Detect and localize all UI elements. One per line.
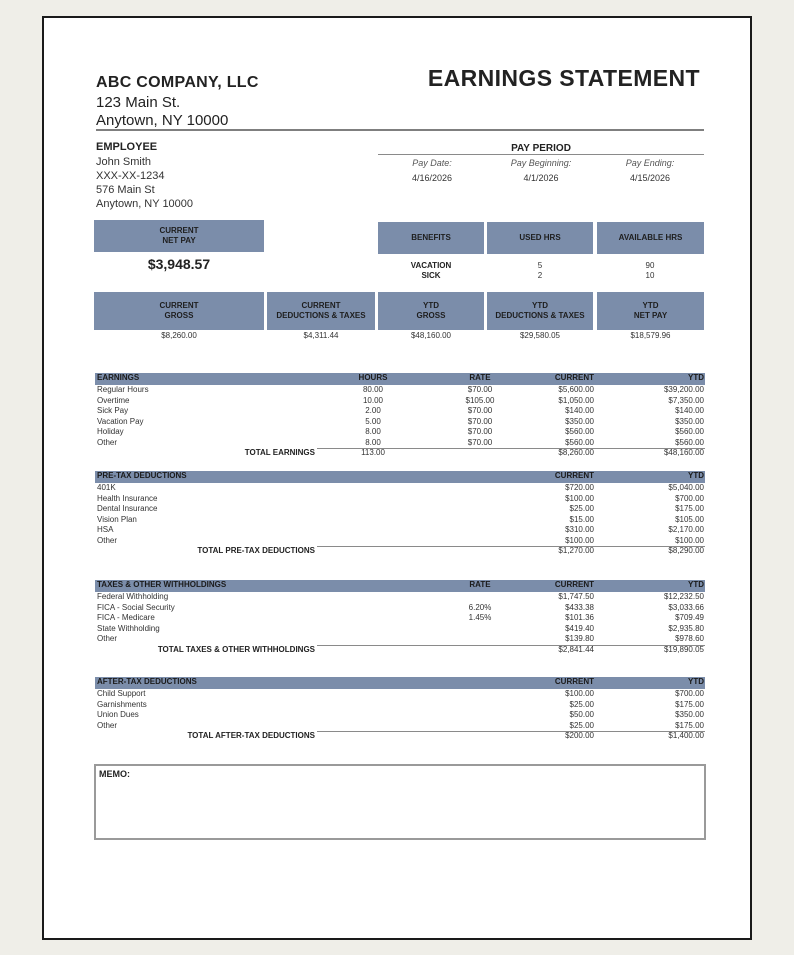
earning-name: Overtime [97, 395, 130, 405]
used-hours-header: USED HRS [487, 222, 593, 254]
earnings-col-rate: RATE [469, 373, 491, 382]
earning-hours: 8.00 [365, 427, 381, 436]
total-divider [317, 645, 705, 646]
table-row [95, 592, 705, 603]
company-name: ABC COMPANY, LLC [96, 74, 259, 91]
table-row [95, 525, 705, 536]
deduction-ytd: $2,170.00 [668, 525, 704, 534]
deduction-current: $100.00 [565, 493, 594, 503]
earning-rate: $70.00 [467, 406, 493, 415]
employee-address-line1: 576 Main St [96, 184, 155, 196]
ytd-deductions-label-2: DEDUCTIONS & TAXES [495, 311, 585, 320]
available-hours-header: AVAILABLE HRS [597, 222, 704, 254]
deduction-ytd: $700.00 [675, 493, 704, 503]
deduction-name: Other [97, 720, 118, 730]
deduction-current: $25.00 [569, 504, 594, 513]
ytd-net-label-1: YTD [642, 301, 659, 310]
deduction-ytd: $5,040.00 [668, 483, 704, 492]
deduction-current: $50.00 [569, 710, 594, 719]
deduction-name: Dental Insurance [97, 504, 158, 513]
vacation-available-hours: 90 [645, 261, 655, 270]
pay-beginning-value: 4/1/2026 [523, 173, 559, 183]
tax-current: $419.40 [565, 623, 594, 633]
ytd-deductions-value: $29,580.05 [519, 331, 561, 340]
current-gross-label-2: GROSS [164, 311, 194, 320]
current-gross-value: $8,260.00 [161, 331, 197, 340]
tax-ytd: $709.49 [675, 613, 704, 622]
deduction-current: $720.00 [565, 483, 594, 492]
pay-ending-label: Pay Ending: [625, 158, 675, 168]
earnings-total-label: TOTAL EARNINGS [244, 448, 315, 457]
earning-rate: $105.00 [465, 395, 495, 405]
table-row [95, 603, 705, 614]
deduction-name: Vision Plan [97, 514, 137, 524]
ytd-net-pay-value: $18,579.96 [630, 331, 671, 340]
table-row [95, 689, 705, 700]
company-address-line2: Anytown, NY 10000 [96, 112, 229, 129]
sick-available-hours: 10 [645, 271, 655, 280]
taxes-col-current: CURRENT [554, 580, 594, 589]
table-row [95, 438, 705, 449]
table-row [95, 427, 705, 438]
deduction-ytd: $175.00 [675, 699, 704, 709]
earning-ytd: $39,200.00 [663, 385, 704, 394]
deduction-current: $100.00 [565, 689, 594, 698]
tax-current: $433.38 [565, 602, 594, 612]
earning-current: $560.00 [565, 427, 594, 436]
current-deductions-label-2: DEDUCTIONS & TAXES [276, 311, 366, 320]
earning-name: Sick Pay [97, 406, 129, 415]
earning-hours: 2.00 [365, 406, 381, 415]
ytd-gross-label-2: GROSS [416, 311, 446, 320]
deduction-current: $310.00 [565, 525, 594, 534]
aftertax-col-name: AFTER-TAX DEDUCTIONS [97, 677, 197, 686]
aftertax-total-label: TOTAL AFTER-TAX DEDUCTIONS [187, 731, 315, 740]
taxes-total-ytd: $19,890.05 [663, 644, 704, 654]
earning-hours: 80.00 [362, 385, 384, 394]
vacation-used-hours: 5 [537, 261, 543, 270]
pay-beginning-label: Pay Beginning: [510, 158, 572, 168]
earning-ytd: $140.00 [675, 406, 704, 415]
deduction-current: $100.00 [565, 535, 594, 545]
pretax-total-row [95, 546, 705, 557]
taxes-total-row [95, 645, 705, 656]
sick-used-hours: 2 [537, 271, 543, 280]
deduction-current: $15.00 [569, 514, 594, 524]
earnings-header-row [95, 373, 705, 385]
pay-ending-value: 4/15/2026 [629, 173, 671, 183]
taxes-header-row [95, 580, 705, 592]
employee-ssn: XXX-XX-1234 [96, 170, 165, 182]
earning-ytd: $350.00 [675, 416, 704, 426]
table-row [95, 406, 705, 417]
ytd-net-label-2: NET PAY [633, 311, 668, 320]
tax-name: FICA - Social Security [97, 602, 175, 612]
tax-name: State Withholding [97, 623, 160, 633]
table-row [95, 710, 705, 721]
table-row [95, 721, 705, 732]
ytd-deductions-label-1: YTD [531, 301, 548, 310]
table-row [95, 385, 705, 396]
ytd-gross-value: $48,160.00 [410, 331, 452, 340]
ytd-gross-header [378, 292, 484, 330]
aftertax-total-current: $200.00 [565, 731, 594, 740]
deduction-ytd: $105.00 [675, 514, 704, 524]
taxes-total-label: TOTAL TAXES & OTHER WITHHOLDINGS [157, 644, 315, 654]
pay-period-heading: PAY PERIOD [511, 143, 571, 154]
tax-name: Federal Withholding [97, 592, 169, 601]
earnings-col-hours: HOURS [358, 373, 388, 382]
net-pay-header [94, 220, 264, 252]
tax-name: FICA - Medicare [97, 613, 155, 622]
aftertax-col-current: CURRENT [554, 677, 594, 686]
total-divider [317, 731, 705, 732]
earnings-total-ytd: $48,160.00 [663, 448, 704, 457]
tax-ytd: $12,232.50 [663, 592, 704, 601]
earning-current: $350.00 [565, 416, 594, 426]
deduction-ytd: $700.00 [675, 689, 704, 698]
deduction-current: $25.00 [569, 699, 594, 709]
header-divider [96, 129, 704, 131]
taxes-col-rate: RATE [469, 580, 491, 589]
ytd-deductions-header [487, 292, 593, 330]
deduction-ytd: $175.00 [675, 720, 704, 730]
earning-ytd: $560.00 [675, 427, 704, 436]
earnings-total-current: $8,260.00 [558, 448, 594, 457]
taxes-col-ytd: YTD [688, 580, 704, 589]
table-row [95, 613, 705, 624]
table-row [95, 504, 705, 515]
deduction-ytd: $175.00 [675, 504, 704, 513]
memo-label: MEMO: [99, 769, 130, 779]
tax-current: $101.36 [565, 613, 594, 622]
table-row [95, 483, 705, 494]
earning-hours: 8.00 [365, 437, 381, 447]
pretax-col-ytd: YTD [688, 471, 704, 480]
pretax-total-label: TOTAL PRE-TAX DEDUCTIONS [197, 546, 315, 555]
deduction-name: 401K [97, 483, 116, 492]
earning-rate: $70.00 [467, 437, 493, 447]
net-pay-label-line1: CURRENT [159, 226, 199, 235]
earnings-total-hours: 113.00 [361, 448, 385, 457]
pretax-table [95, 471, 705, 557]
pretax-col-current: CURRENT [554, 471, 594, 480]
earnings-table [95, 373, 705, 459]
table-row [95, 396, 705, 407]
tax-current: $1,747.50 [558, 592, 594, 601]
benefit-vacation-label: VACATION [410, 261, 452, 270]
table-row [95, 417, 705, 428]
net-pay-label-line2: NET PAY [162, 236, 196, 245]
company-address-line1: 123 Main St. [96, 94, 181, 111]
pretax-total-ytd: $8,290.00 [668, 546, 704, 555]
pretax-header-row [95, 471, 705, 483]
pretax-col-name: PRE-TAX DEDUCTIONS [97, 471, 187, 480]
taxes-total-current: $2,841.44 [558, 644, 594, 654]
earning-current: $140.00 [565, 406, 594, 415]
tax-rate: 6.20% [468, 602, 492, 612]
deduction-name: Health Insurance [97, 493, 158, 503]
aftertax-table [95, 677, 705, 742]
deduction-name: Other [97, 535, 118, 545]
pay-date-label: Pay Date: [412, 158, 452, 168]
earning-hours: 5.00 [365, 416, 381, 426]
aftertax-col-ytd: YTD [688, 677, 704, 686]
deduction-current: $25.00 [569, 720, 594, 730]
deduction-ytd: $100.00 [675, 535, 704, 545]
earnings-total-row [95, 448, 705, 459]
current-deductions-label-1: CURRENT [301, 301, 341, 310]
tax-current: $139.80 [565, 634, 594, 643]
earnings-statement-sheet [42, 16, 752, 940]
tax-name: Other [97, 634, 118, 643]
employee-address-line2: Anytown, NY 10000 [96, 198, 194, 210]
total-divider [317, 546, 705, 547]
earning-ytd: $7,350.00 [668, 395, 704, 405]
employee-name: John Smith [96, 156, 152, 168]
earnings-col-name: EARNINGS [97, 373, 140, 382]
earning-ytd: $560.00 [675, 437, 704, 447]
earning-rate: $70.00 [467, 416, 493, 426]
deduction-name: Union Dues [97, 710, 139, 719]
aftertax-total-row [95, 731, 705, 742]
taxes-table [95, 580, 705, 656]
employee-heading: EMPLOYEE [96, 141, 158, 153]
benefit-sick-label: SICK [421, 271, 441, 280]
deduction-name: Garnishments [97, 699, 147, 709]
ytd-net-pay-header [597, 292, 704, 330]
earning-name: Holiday [97, 427, 124, 436]
table-row [95, 515, 705, 526]
pay-period-divider [378, 154, 704, 155]
earning-current: $5,600.00 [558, 385, 594, 394]
earning-rate: $70.00 [467, 385, 493, 394]
pretax-total-current: $1,270.00 [558, 546, 594, 555]
earnings-col-ytd: YTD [688, 373, 704, 382]
aftertax-header-row [95, 677, 705, 689]
table-row [95, 634, 705, 645]
tax-ytd: $2,935.80 [668, 623, 704, 633]
earning-rate: $70.00 [467, 427, 493, 436]
earning-hours: 10.00 [362, 395, 384, 405]
deduction-ytd: $350.00 [675, 710, 704, 719]
ytd-gross-label-1: YTD [423, 301, 439, 310]
table-row [95, 700, 705, 711]
deduction-name: HSA [97, 525, 114, 534]
earning-current: $1,050.00 [558, 395, 594, 405]
net-pay-value: $3,948.57 [147, 256, 211, 272]
earning-current: $560.00 [565, 437, 594, 447]
taxes-col-name: TAXES & OTHER WITHHOLDINGS [97, 580, 227, 589]
tax-rate: 1.45% [468, 613, 492, 622]
table-row [95, 624, 705, 635]
pay-date-value: 4/16/2026 [411, 173, 453, 183]
current-deductions-value: $4,311.44 [303, 331, 339, 340]
earnings-col-current: CURRENT [554, 373, 594, 382]
current-deductions-header [267, 292, 375, 330]
aftertax-total-ytd: $1,400.00 [668, 731, 704, 740]
table-row [95, 536, 705, 547]
earning-name: Other [97, 437, 118, 447]
memo-box[interactable] [94, 764, 706, 840]
tax-ytd: $978.60 [675, 634, 704, 643]
tax-ytd: $3,033.66 [668, 602, 704, 612]
benefits-header: BENEFITS [378, 222, 484, 254]
current-gross-label-1: CURRENT [159, 301, 199, 310]
current-gross-header [94, 292, 264, 330]
document-title: EARNINGS STATEMENT [427, 65, 700, 91]
table-row [95, 494, 705, 505]
deduction-name: Child Support [97, 689, 146, 698]
earning-name: Regular Hours [97, 385, 149, 394]
earning-name: Vacation Pay [97, 416, 144, 426]
